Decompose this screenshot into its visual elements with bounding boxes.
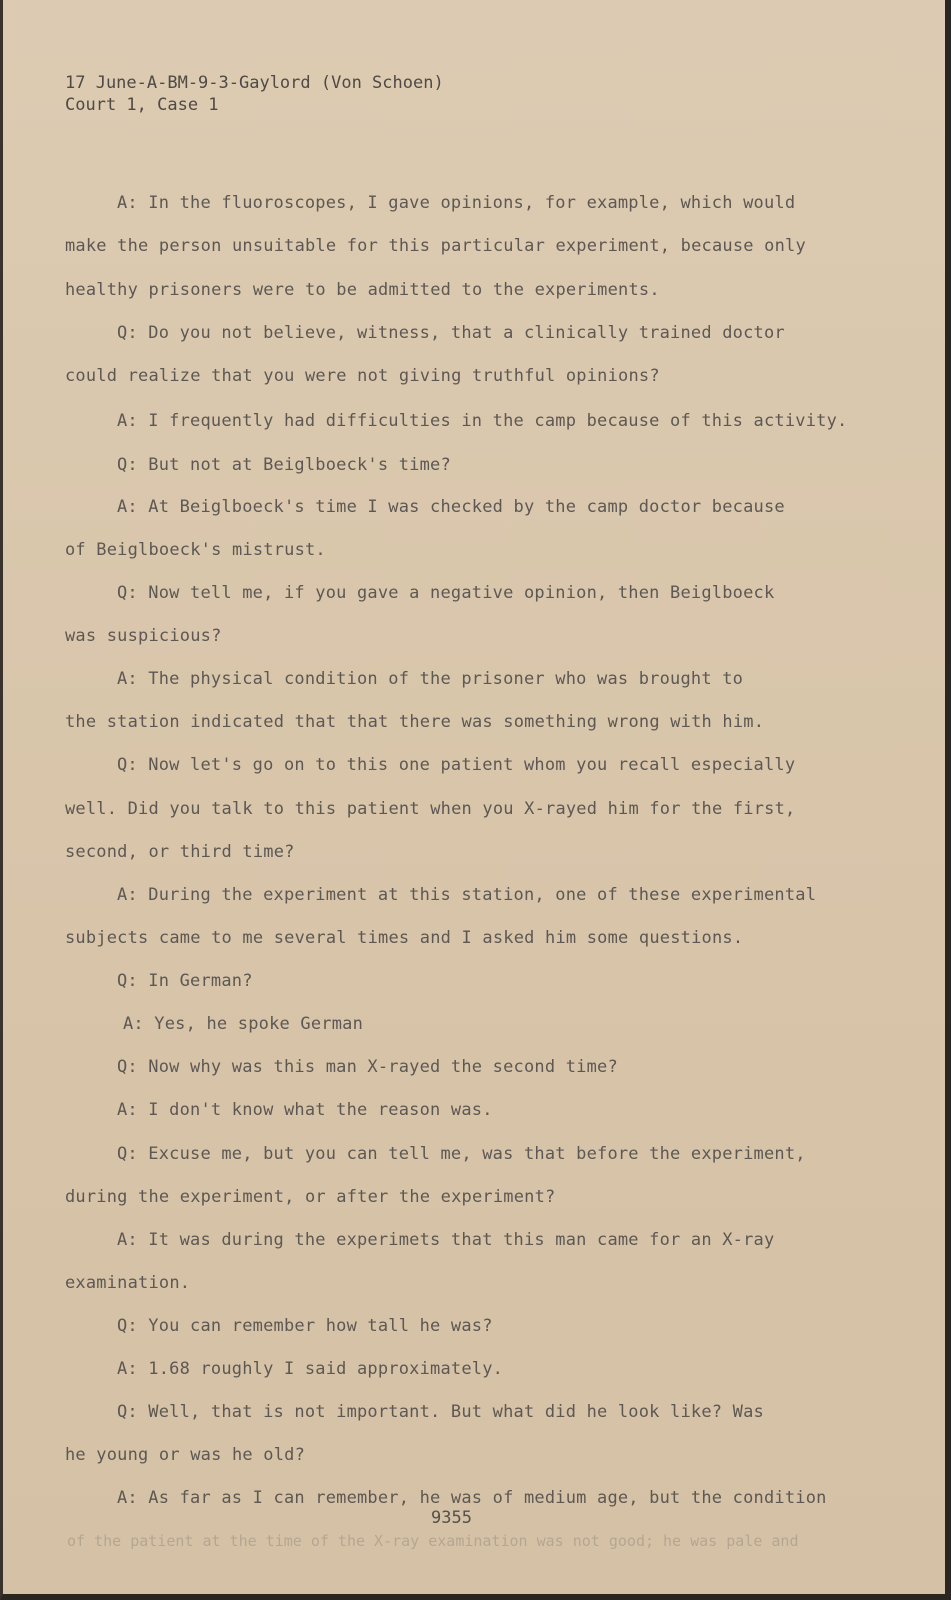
body-line: Q: You can remember how tall he was? [117,1316,493,1336]
body-line: subjects came to me several times and I asked him some questions. [65,928,744,948]
body-line: A: I frequently had difficulties in the camp because of this activity. [117,411,848,431]
body-line: Q: Now why was this man X-rayed the second time? [117,1057,618,1077]
body-line: healthy prisoners were to be admitted to the experiments. [65,280,660,300]
body-line: A: In the fluoroscopes, I gave opinions, for example, which would [117,193,796,213]
body-line: A: 1.68 roughly I said approximately. [117,1359,504,1379]
body-line: A: It was during the experimets that this man came for an X-ray [117,1230,775,1250]
body-line: was suspicious? [65,626,222,646]
body-line: well. Did you talk to this patient when you X-rayed him for the first, [65,799,796,819]
body-line: Q: Now tell me, if you gave a negative opinion, then Beiglboeck [117,583,775,603]
body-line: A: As far as I can remember, he was of medium age, but the condition [117,1488,827,1508]
document-header [65,72,444,116]
body-line: Q: Excuse me, but you can tell me, was that before the experiment, [117,1144,806,1164]
footer-partial-line: of the patient at the time of the X-ray examination was not good; he was pale and [67,1532,799,1550]
body-line: second, or third time? [65,842,295,862]
body-line: he young or was he old? [65,1445,306,1465]
body-line: Q: Do you not believe, witness, that a clinically trained doctor [117,323,785,343]
page-number: 9355 [431,1508,472,1528]
body-line: A: The physical condition of the prisoner who was brought to [117,669,744,689]
body-line: A: I don't know what the reason was. [117,1100,493,1120]
header-line-2: Court 1, Case 1 [65,95,219,115]
header-line-1: 17 June-A-BM-9-3-Gaylord (Von Schoen) [65,73,444,93]
body-line: examination. [65,1273,191,1293]
body-line: during the experiment, or after the experiment? [65,1187,556,1207]
body-line: make the person unsuitable for this particular experiment, because only [65,236,806,256]
body-line: Q: But not at Beiglboeck's time? [117,455,451,475]
body-line: Q: Well, that is not important. But what did he look like? Was [117,1402,764,1422]
body-line: A: Yes, he spoke German [123,1014,364,1034]
body-line: of Beiglboeck's mistrust. [65,540,326,560]
body-line: Q: Now let's go on to this one patient whom you recall especially [117,755,796,775]
body-line: Q: In German? [117,971,253,991]
body-line: the station indicated that that there was something wrong with him. [65,712,765,732]
body-line: could realize that you were not giving truthful opinions? [65,366,660,386]
body-line: A: At Beiglboeck's time I was checked by the camp doctor because [117,497,785,517]
body-line: A: During the experiment at this station, one of these experimental [117,885,817,905]
